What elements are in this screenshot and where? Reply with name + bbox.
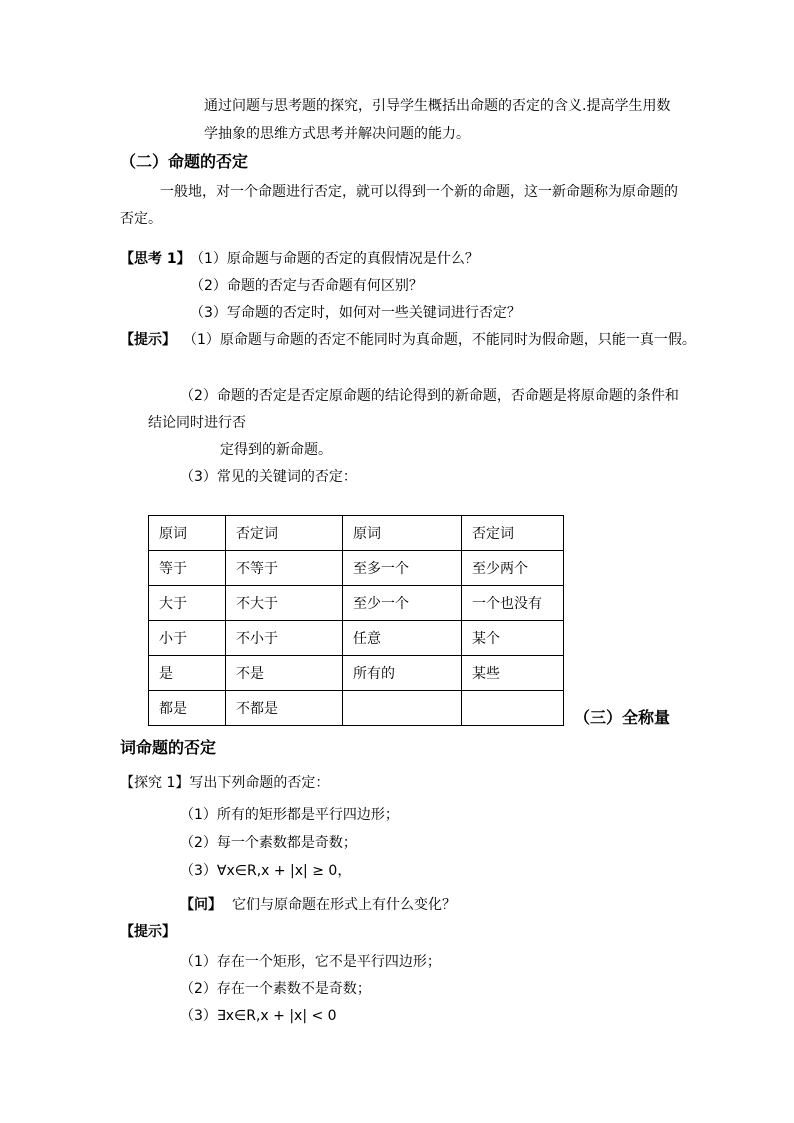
table-cell	[343, 691, 462, 726]
hint-1-label: 【提示】	[120, 332, 176, 348]
hint-1-answer-3: （3）常见的关键词的否定：	[180, 469, 357, 485]
table-cell: 某些	[462, 656, 564, 691]
explore-1-item-1: （1）所有的矩形都是平行四边形；	[180, 807, 399, 823]
hint-2-label: 【提示】	[120, 924, 176, 940]
section-2-paragraph-line-2: 否定。	[120, 211, 162, 227]
table-cell: 否定词	[462, 516, 564, 551]
explore-1-item-2: （2）每一个素数都是奇数；	[180, 835, 357, 851]
table-row	[149, 516, 564, 551]
think-1-question-2: （2）命题的否定与否命题有何区别？	[190, 278, 423, 294]
hint-1-answer-1: （1）原命题与命题的否定不能同时为真命题，不能同时为假命题，只能一真一假。	[183, 332, 696, 348]
hint-2-answer-3: （3）∃x∈R,x + |x| < 0	[180, 1008, 337, 1024]
think-1-question-1: （1）原命题与命题的否定的真假情况是什么？	[190, 251, 479, 267]
table-cell: 一个也没有	[462, 586, 564, 621]
table-cell: 大于	[149, 586, 226, 621]
table-cell: 至多一个	[343, 551, 462, 586]
hint-1-answer-2-line-1: （2）命题的否定是否定原命题的结论得到的新命题，否命题是将原命题的条件和	[180, 388, 679, 404]
explore-1-item-3: （3）∀x∈R,x + |x| ≥ 0，	[180, 863, 352, 879]
table-row	[149, 586, 564, 621]
section-3-title-part-2: 词命题的否定	[120, 738, 217, 757]
think-1-label: 【思考 1】	[120, 251, 191, 267]
section-2-paragraph-line-1: 一般地，对一个命题进行否定，就可以得到一个新的命题，这一新命题称为原命题的	[160, 184, 678, 200]
table-cell: 是	[149, 656, 226, 691]
table-cell: 不大于	[226, 586, 343, 621]
table-cell: 原词	[343, 516, 462, 551]
table-row	[149, 656, 564, 691]
table-cell	[462, 691, 564, 726]
table-cell: 任意	[343, 621, 462, 656]
table-cell: 等于	[149, 551, 226, 586]
table-cell: 否定词	[226, 516, 343, 551]
hint-2-answer-2: （2）存在一个素数不是奇数；	[180, 981, 371, 997]
table-cell: 不等于	[226, 551, 343, 586]
table-cell: 所有的	[343, 656, 462, 691]
keyword-negation-table	[148, 515, 564, 726]
intro-line-2: 学抽象的思维方式思考并解决问题的能力。	[204, 126, 470, 142]
hint-1-answer-2-line-2: 结论同时进行否	[148, 415, 246, 431]
table-cell: 原词	[149, 516, 226, 551]
table-cell: 至少两个	[462, 551, 564, 586]
table-cell: 不小于	[226, 621, 343, 656]
question-text: 它们与原命题在形式上有什么变化？	[232, 897, 456, 913]
table-cell: 小于	[149, 621, 226, 656]
table-row	[149, 691, 564, 726]
table-cell: 都是	[149, 691, 226, 726]
table-cell: 某个	[462, 621, 564, 656]
table-cell: 至少一个	[343, 586, 462, 621]
explore-1-label: 【探究 1】写出下列命题的否定：	[120, 775, 330, 791]
table-cell: 不都是	[226, 691, 343, 726]
hint-2-answer-1: （1）存在一个矩形，它不是平行四边形；	[180, 954, 441, 970]
table-cell: 不是	[226, 656, 343, 691]
question-label: 【问】	[180, 897, 222, 913]
section-3-title-part-1: （三）全称量	[574, 708, 671, 727]
intro-line-1: 通过问题与思考题的探究，引导学生概括出命题的否定的含义.提高学生用数	[204, 98, 671, 114]
table-row	[149, 551, 564, 586]
hint-1-answer-2-line-3: 定得到的新命题。	[220, 442, 332, 458]
think-1-question-3: （3）写命题的否定时，如何对一些关键词进行否定？	[190, 305, 521, 321]
table-row	[149, 621, 564, 656]
section-2-title: （二）命题的否定	[120, 152, 249, 171]
